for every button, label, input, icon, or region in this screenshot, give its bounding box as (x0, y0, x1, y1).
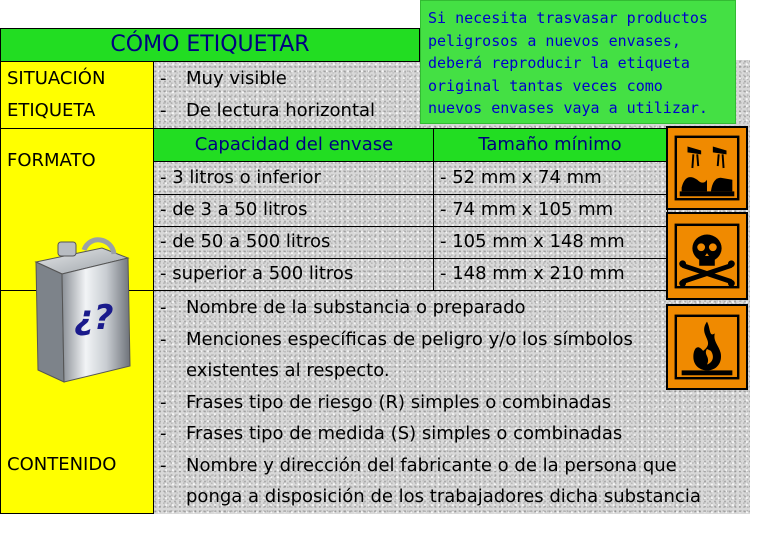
bullet-dash: - (160, 328, 167, 350)
situacion-item-text: Muy visible (186, 68, 287, 89)
note-line: Si necesita trasvasar productos (428, 9, 708, 27)
contenido-line (154, 324, 754, 356)
size-cell: - 148 mm x 210 mm (440, 263, 625, 284)
header-capacity: Capacidad del envase (194, 134, 394, 155)
bullet-dash: - (160, 68, 167, 89)
toxic-skull-icon (668, 214, 746, 298)
bullet-dash: - (160, 454, 167, 476)
line-situacion (0, 128, 668, 129)
contenido-text: Nombre y dirección del fabricante o de la persona que (186, 454, 677, 476)
toxic-sign (666, 212, 748, 300)
capacity-cell: - de 50 a 500 litros (160, 231, 331, 252)
contenido-line (154, 355, 754, 387)
flammable-sign (666, 304, 748, 390)
bullet-dash: - (160, 100, 167, 121)
corrosive-icon (668, 128, 746, 208)
contenido-text: existentes al respecto. (186, 360, 390, 381)
line-bottom (0, 513, 154, 514)
contenido-text: ponga a disposición de los trabajadores dicha substancia (186, 486, 701, 507)
header-size: Tamaño mínimo (478, 134, 622, 155)
bullet-dash: - (160, 297, 167, 318)
capacity-cell: - de 3 a 50 litros (160, 199, 308, 220)
line-header (154, 161, 668, 162)
contenido-line (154, 418, 754, 450)
label-etiqueta: ETIQUETA (7, 100, 96, 121)
situacion-item (154, 96, 375, 126)
line-top (0, 61, 420, 62)
note-line: deberá reproducir la etiqueta (428, 54, 690, 72)
note-line: peligrosos a nuevos envases, (428, 31, 681, 50)
capacity-cell: - 3 litros o inferior (160, 167, 321, 188)
situacion-item (154, 64, 287, 94)
page-title: CÓMO ETIQUETAR (110, 32, 310, 57)
contenido-text: Frases tipo de riesgo (R) simples o combinadas (186, 391, 612, 413)
size-cell: - 105 mm x 148 mm (440, 231, 625, 252)
label-contenido: CONTENIDO (7, 454, 117, 475)
label-situacion: SITUACIÓN (7, 68, 106, 89)
note-box (420, 0, 736, 124)
bullet-dash: - (160, 423, 167, 444)
flammable-icon (668, 306, 746, 388)
line-left (0, 28, 1, 514)
line-mid (433, 128, 434, 290)
corrosive-sign (666, 126, 748, 210)
size-cell: - 52 mm x 74 mm (440, 167, 602, 188)
contenido-line (154, 292, 754, 324)
contenido-line (154, 387, 754, 419)
contenido-list (154, 292, 754, 513)
can-question-mark: ¿? (74, 298, 114, 338)
contenido-text: Frases tipo de medida (S) simples o combinadas (186, 423, 623, 444)
note-line: nuevos envases vaya a utilizar. (428, 99, 708, 117)
contenido-text: Nombre de la substancia o preparado (186, 297, 526, 318)
situacion-item-text: De lectura horizontal (186, 100, 376, 121)
contenido-text: Menciones específicas de peligro y/o los símbolos (186, 328, 633, 350)
bullet-dash: - (160, 391, 167, 413)
note-line: original tantas veces como (428, 76, 663, 95)
size-cell: - 74 mm x 105 mm (440, 199, 614, 220)
capacity-cell: - superior a 500 litros (160, 263, 354, 284)
contenido-line (154, 450, 754, 482)
contenido-line (154, 481, 754, 513)
label-formato: FORMATO (7, 150, 96, 171)
